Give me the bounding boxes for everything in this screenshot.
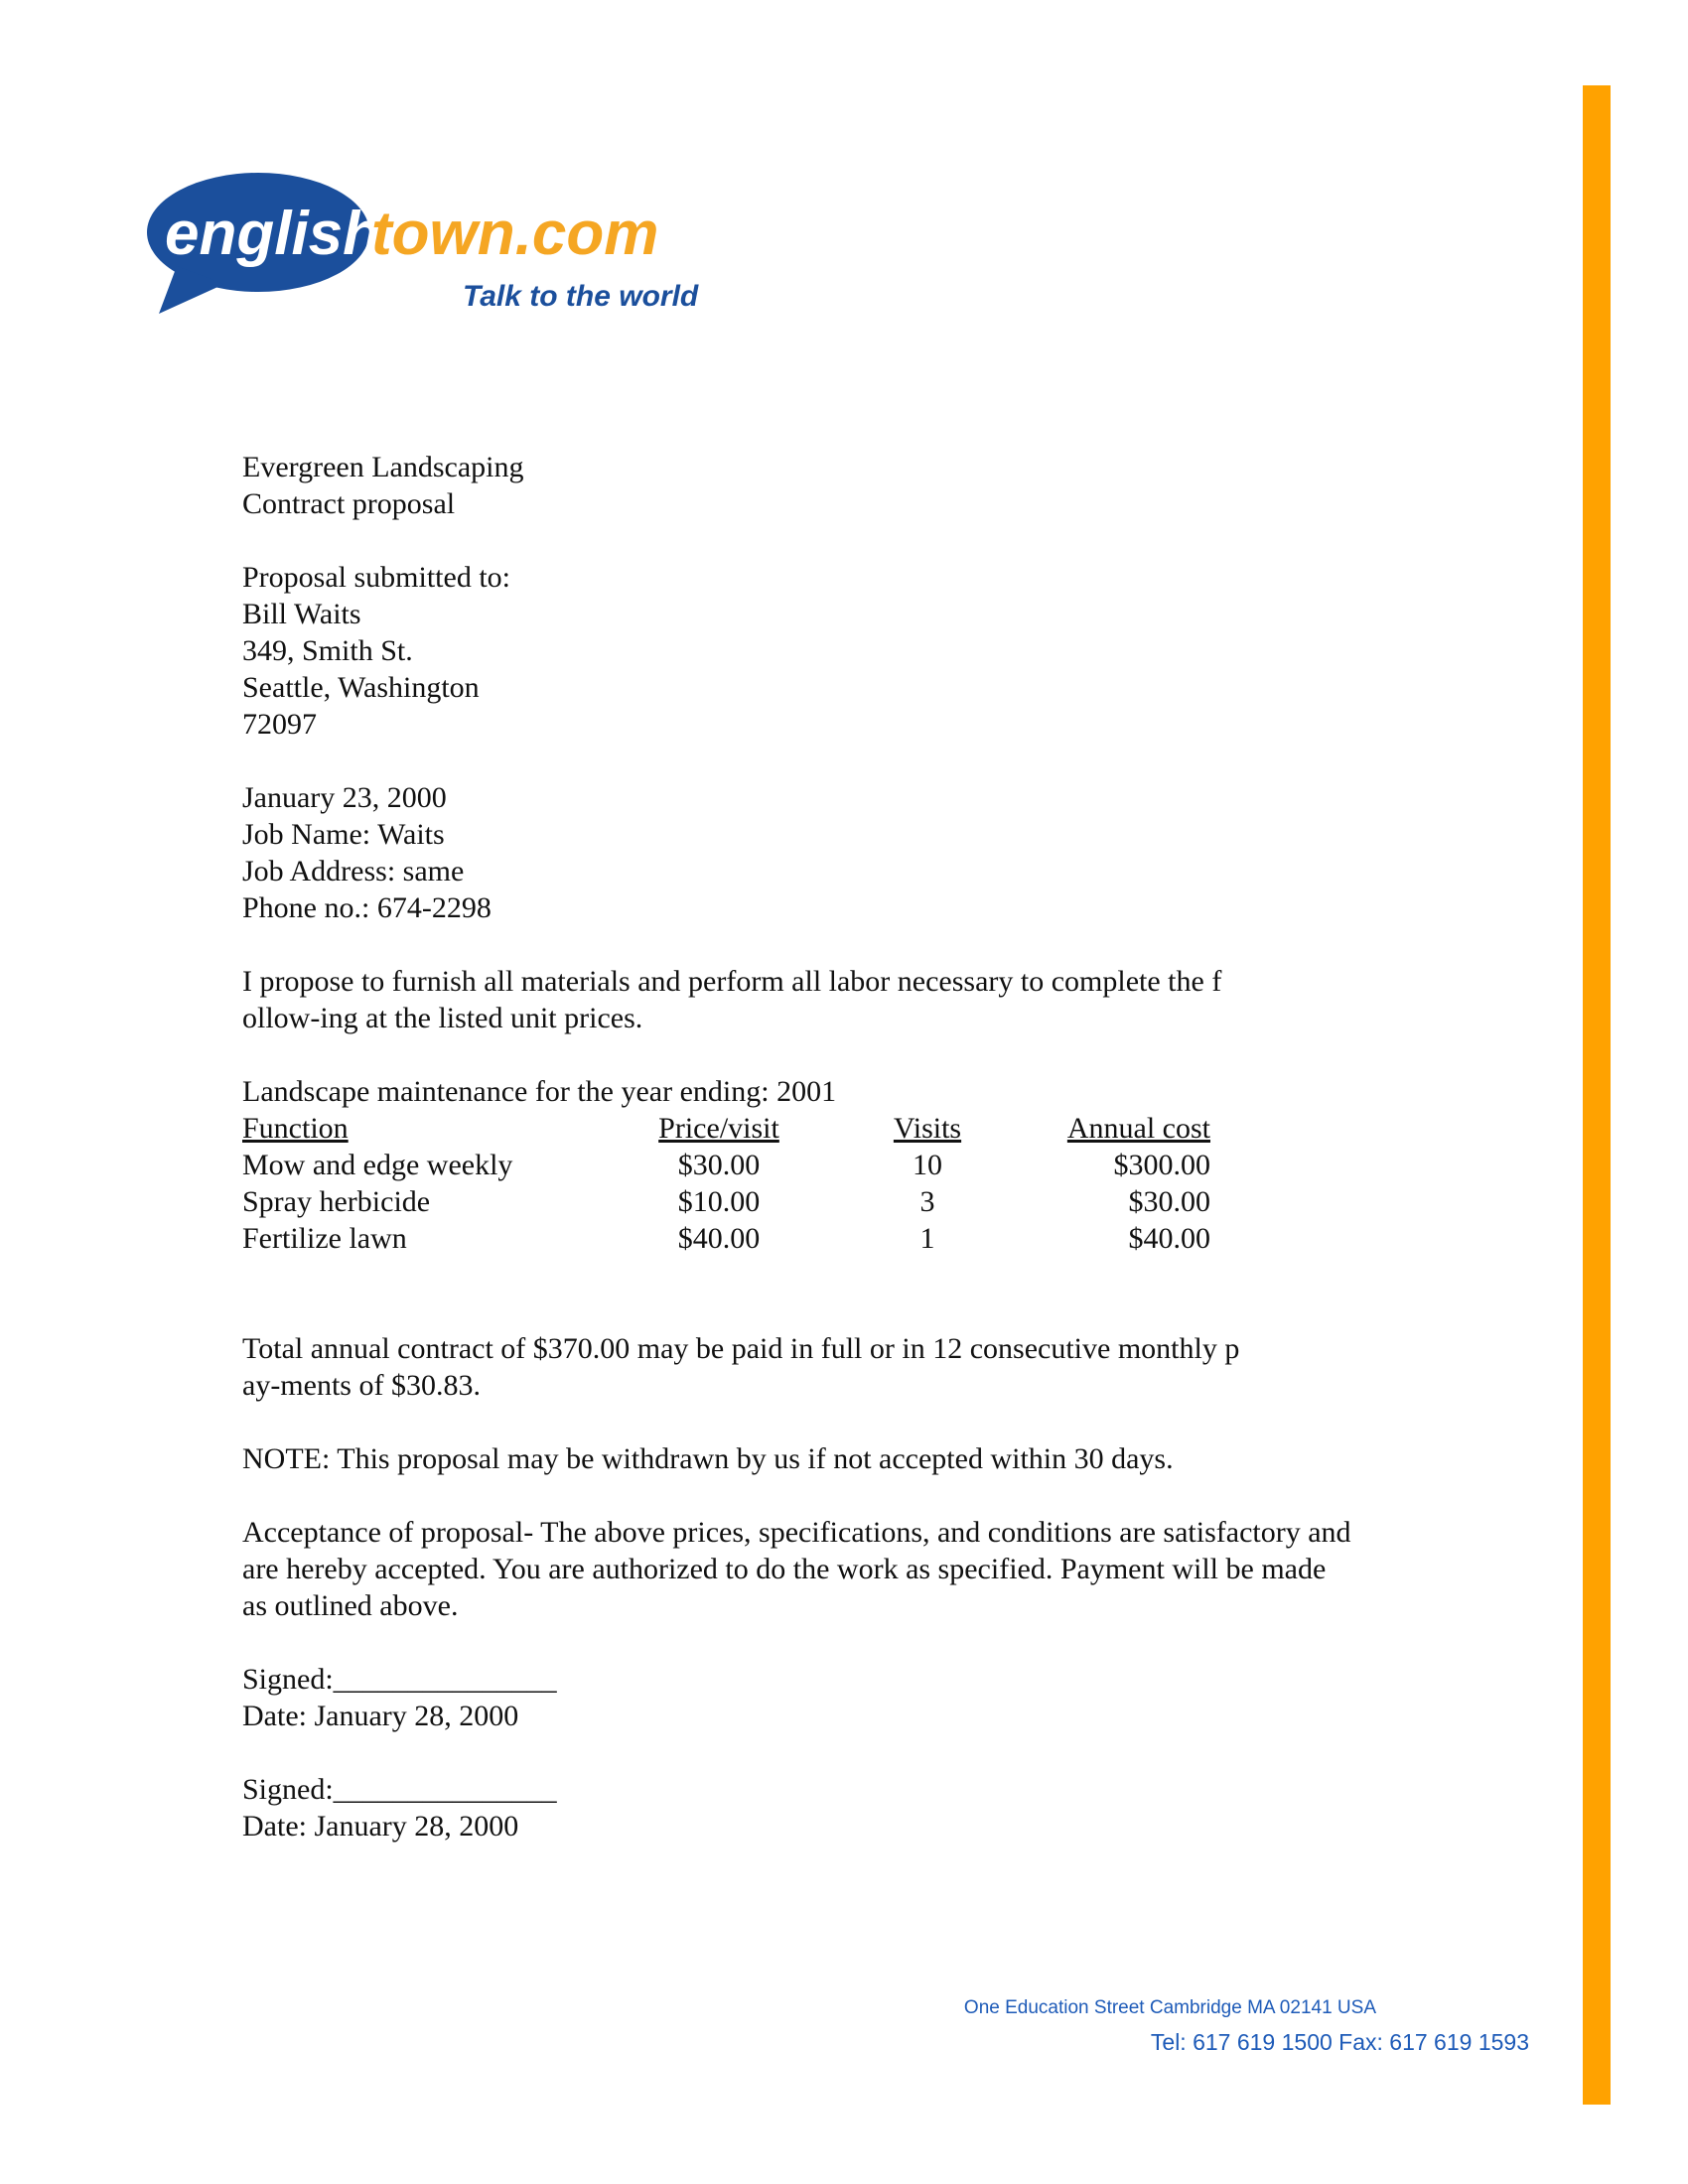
proposal-date: January 23, 2000 — [242, 781, 447, 814]
cell-visits: 10 — [913, 1149, 942, 1181]
acceptance-paragraph: Acceptance of proposal- The above prices, specifications, and conditions are satisfactory and are hereby accepted. You are authorized to do the work as specified. Payment will be made as outlined above. — [242, 1516, 1351, 1622]
total-line-2: ay-ments of $30.83. — [242, 1369, 481, 1402]
cell-price-visit: $30.00 — [677, 1149, 761, 1181]
recipient-city: Seattle, Washington — [242, 671, 480, 704]
recipient-street: 349, Smith St. — [242, 634, 413, 667]
recipient-zip: 72097 — [242, 708, 317, 741]
cell-visits: 3 — [919, 1185, 935, 1218]
column-header-function: Function — [242, 1112, 349, 1145]
footer-address: One Education Street Cambridge MA 02141 USA — [963, 1997, 1376, 2018]
signature-date-2: Date: January 28, 2000 — [242, 1810, 519, 1843]
table-header-row — [242, 1110, 1210, 1147]
maintenance-table — [242, 1110, 1210, 1257]
cell-annual-cost: $40.00 — [1128, 1222, 1210, 1255]
cell-function: Spray herbicide — [242, 1185, 431, 1218]
company-name: Evergreen Landscaping — [242, 451, 524, 483]
footer-phone-fax: Tel: 617 619 1500 Fax: 617 619 1593 — [1150, 2029, 1529, 2055]
table-row — [242, 1220, 1210, 1257]
cell-visits: 1 — [919, 1222, 935, 1255]
table-row — [242, 1147, 1210, 1183]
total-line-1: Total annual contract of $370.00 may be paid in full or in 12 consecutive monthly p — [242, 1332, 1240, 1365]
cell-price-visit: $10.00 — [677, 1185, 761, 1218]
withdrawal-note: NOTE: This proposal may be withdrawn by us if not accepted within 30 days. — [242, 1442, 1174, 1475]
document-type: Contract proposal — [242, 487, 456, 520]
signature-date-1: Date: January 28, 2000 — [242, 1700, 519, 1732]
job-name: Job Name: Waits — [242, 818, 445, 851]
cell-function: Mow and edge weekly — [242, 1149, 513, 1181]
letter-body — [242, 449, 1384, 1844]
intro-line-1: I propose to furnish all materials and perform all labor necessary to complete the f — [242, 965, 1222, 998]
logo-word-english: english — [165, 200, 381, 268]
orange-accent-bar — [1583, 85, 1611, 2105]
column-header-annual-cost: Annual cost — [1066, 1112, 1210, 1145]
job-address: Job Address: same — [242, 855, 465, 887]
englishtown-logo — [147, 167, 703, 321]
column-header-price-visit: Price/visit — [658, 1112, 779, 1145]
job-phone: Phone no.: 674-2298 — [242, 891, 492, 924]
cell-price-visit: $40.00 — [677, 1222, 761, 1255]
recipient-name: Bill Waits — [242, 598, 361, 630]
cell-annual-cost: $30.00 — [1128, 1185, 1210, 1218]
signature-line-1: Signed:_______________ — [242, 1663, 557, 1696]
column-header-visits: Visits — [893, 1112, 962, 1145]
intro-line-2: ollow-ing at the listed unit prices. — [242, 1002, 643, 1034]
logo-tagline: Talk to the world — [463, 280, 699, 313]
table-row — [242, 1183, 1210, 1220]
recipient-label: Proposal submitted to: — [242, 561, 510, 594]
cell-function: Fertilize lawn — [242, 1222, 407, 1255]
cell-annual-cost: $300.00 — [1113, 1149, 1210, 1181]
logo-word-town: town.com — [371, 200, 659, 268]
signature-line-2: Signed:_______________ — [242, 1773, 557, 1806]
maintenance-heading: Landscape maintenance for the year ending: 2001 — [242, 1075, 837, 1108]
